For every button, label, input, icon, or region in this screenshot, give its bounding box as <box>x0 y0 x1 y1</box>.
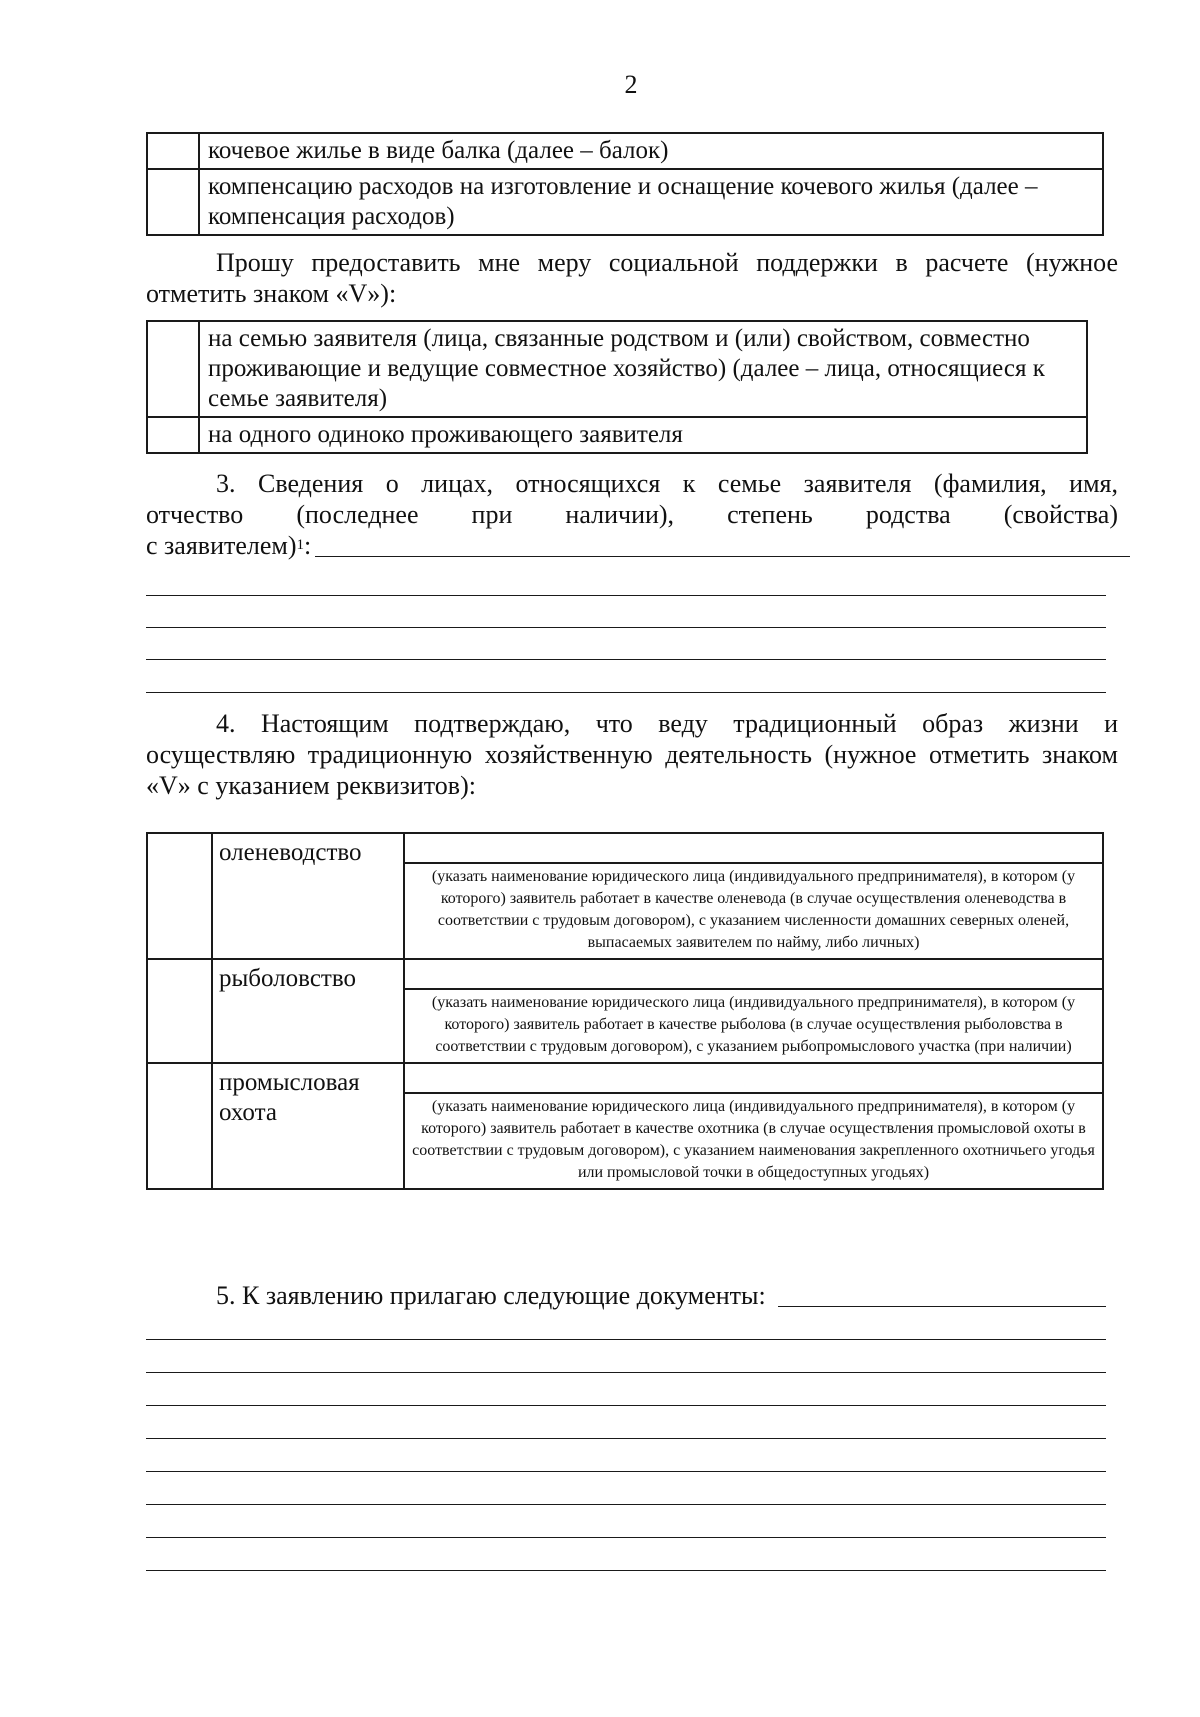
activity-note: (указать наименование юридического лица (индивидуального предпринимателя), в котором (у которого) заявитель работает в качестве рыболова (в случае осуществления рыболовства в соответствии с трудовым договором), с указанием рыбопромыслового участка (при наличии) <box>431 994 1076 1055</box>
section-3-text: 3. Сведения о лицах, относящихся к семье заявителя (фамилия, имя, отчество (последнее при наличии), степень родства (свойства) с заявителем) 1 : <box>146 468 1118 561</box>
activity-row <box>147 833 1103 959</box>
family-info-line[interactable] <box>146 595 1106 596</box>
activity-details-cell <box>404 959 1103 1063</box>
calc-option-text: на семью заявителя (лица, связанные родством и (или) свойством, совместно проживающие и ведущие совместное хозяйство) (далее – лица, относящиеся к семье заявителя) <box>199 321 1087 417</box>
family-info-field[interactable] <box>315 556 1130 557</box>
calc-options-table <box>146 320 1088 454</box>
documents-line[interactable] <box>146 1372 1106 1373</box>
activity-name: оленеводство <box>212 833 404 959</box>
activities-table <box>146 832 1104 1190</box>
documents-line[interactable] <box>146 1537 1106 1538</box>
documents-line[interactable] <box>146 1405 1106 1406</box>
calc-option-checkbox[interactable] <box>147 417 199 453</box>
housing-option-row <box>147 133 1103 169</box>
housing-option-text: компенсацию расходов на изготовление и оснащение кочевого жилья (далее – компенсация расходов) <box>199 169 1103 235</box>
activity-note: (указать наименование юридического лица (индивидуального предпринимателя), в котором (у которого) заявитель работает в качестве оленевода (в случае осуществления оленеводства в соответствии с трудовым договором), с указанием численности домашних северных оленей, выпасаемых заявителем по найму, либо личных) <box>431 868 1076 951</box>
documents-line[interactable] <box>146 1471 1106 1472</box>
family-info-line[interactable] <box>146 692 1106 693</box>
calc-option-row <box>147 321 1087 417</box>
documents-line[interactable] <box>146 1339 1106 1340</box>
activity-details-input[interactable] <box>405 960 1102 990</box>
documents-line[interactable] <box>146 1570 1106 1571</box>
housing-option-checkbox[interactable] <box>147 133 199 169</box>
housing-options-table <box>146 132 1104 236</box>
family-info-line[interactable] <box>146 627 1106 628</box>
housing-option-checkbox[interactable] <box>147 169 199 235</box>
activity-details-cell <box>404 833 1103 959</box>
activity-row <box>147 1063 1103 1189</box>
documents-line[interactable] <box>146 1504 1106 1505</box>
section-4-text: 4. Настоящим подтверждаю, что веду традиционный образ жизни и осуществляю традиционную хозяйственную деятельность (нужное отметить знаком «V» с указанием реквизитов): <box>146 709 1118 800</box>
activity-name: промысловая охота <box>212 1063 404 1189</box>
activity-checkbox[interactable] <box>147 1063 212 1189</box>
activity-row <box>147 959 1103 1063</box>
housing-option-text: кочевое жилье в виде балка (далее – балок) <box>199 133 1103 169</box>
activity-checkbox[interactable] <box>147 959 212 1063</box>
activity-name: рыболовство <box>212 959 404 1063</box>
page-number: 2 <box>624 70 638 99</box>
activity-details-input[interactable] <box>405 834 1102 864</box>
housing-option-row <box>147 169 1103 235</box>
calc-option-row <box>147 417 1087 453</box>
activity-details-input[interactable] <box>405 1064 1102 1094</box>
family-info-line[interactable] <box>146 659 1106 660</box>
calc-option-checkbox[interactable] <box>147 321 199 417</box>
section-3-line-2: отчество (последнее при наличии), степень родства (свойства) <box>146 500 1118 529</box>
documents-line[interactable] <box>146 1438 1106 1439</box>
calc-intro: Прошу предоставить мне меру социальной поддержки в расчете (нужное отметить знаком «V»): <box>146 248 1118 308</box>
activity-details-cell <box>404 1063 1103 1189</box>
activity-checkbox[interactable] <box>147 833 212 959</box>
activity-note: (указать наименование юридического лица (индивидуального предпринимателя), в котором (у которого) заявитель работает в качестве охотника (в случае осуществления промысловой охоты в соответствии с трудовым договором), с указанием наименования закрепленного охотничьего угодья или промысловой точки в общедоступных угодьях) <box>412 1098 1095 1181</box>
documents-field[interactable] <box>778 1306 1106 1307</box>
section-5-text: 5. К заявлению прилагаю следующие документы: <box>146 1280 1118 1311</box>
calc-option-text: на одного одиноко проживающего заявителя <box>199 417 1087 453</box>
